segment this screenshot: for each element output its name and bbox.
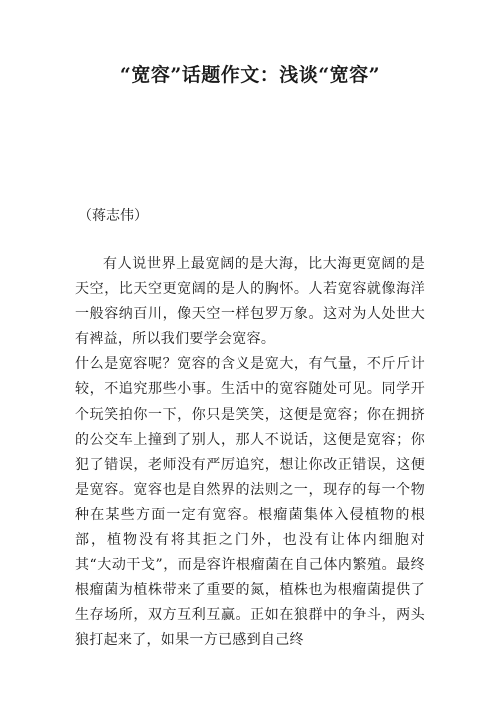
- page-title: “宽容”话题作文：浅谈“宽容”: [119, 64, 381, 86]
- author-byline: （蒋志伟）: [78, 208, 148, 224]
- article-body: [75, 252, 425, 654]
- paragraph-definition: 什么是宽容呢？宽容的含义是宽大，有气量，不斤斤计较，不追究那些小事。生活中的宽容随处可见。同学开个玩笑拍你一下，你只是笑笑，这便是宽容；你在拥挤的公交车上撞到了别人，那人不说话，这便是宽容；你犯了错误，老师没有严厉追究，想让你改正错误，这便是宽容。宽容也是自然界的法则之一，现存的每一个物种在某些方面一定有宽容。根瘤菌集体入侵植物的根部，植物没有将其拒之门外，也没有让体内细胞对其“大动干戈”，而是容许根瘤菌在自己体内繁殖。最终根瘤菌为植株带来了重要的氮，植株也为根瘤菌提供了生存场所，双方互利互赢。正如在狼群中的争斗，两头狼打起来了，如果一方已感到自己终: [75, 356, 425, 649]
- paragraph-intro: 有人说世界上最宽阔的是大海，比大海更宽阔的是天空，比天空更宽阔的是人的胸怀。人若宽容就像海洋一般容纳百川，像天空一样包罗万象。这对为人处世大有裨益，所以我们要学会宽容。: [75, 256, 425, 348]
